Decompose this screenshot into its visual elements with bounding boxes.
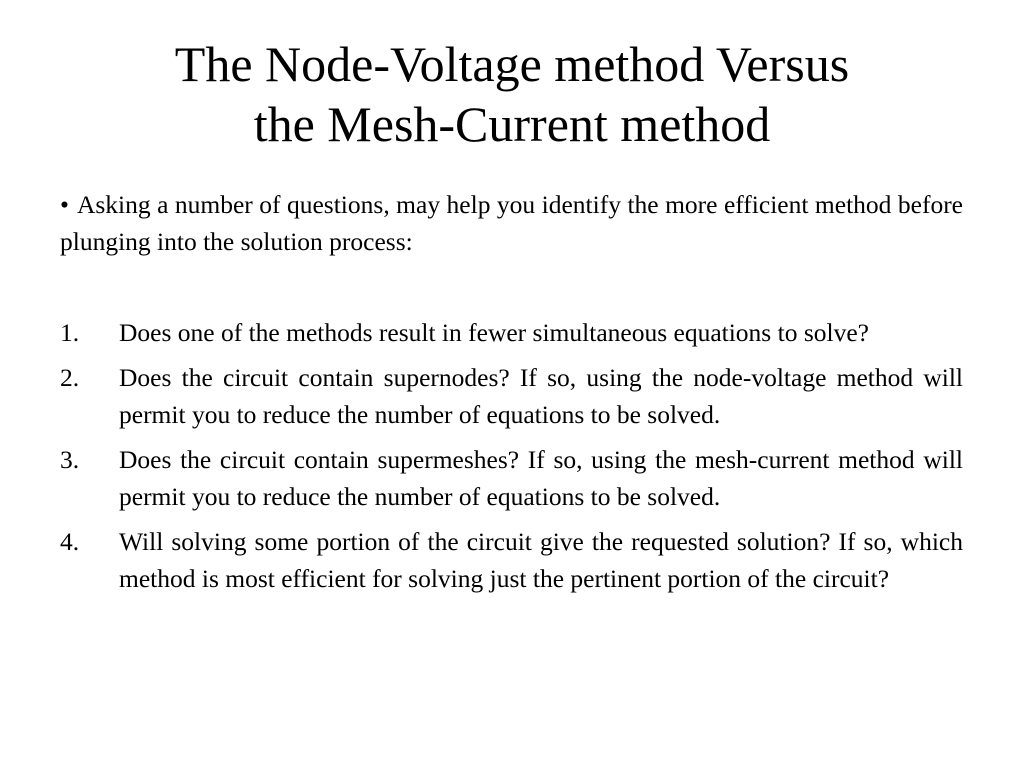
bullet-glyph: • bbox=[60, 190, 69, 219]
list-item bbox=[60, 359, 963, 433]
list-item-text: Will solving some portion of the circuit give the requested solution? If so, which method is most efficient for solving just the pertinent portion of the circuit? bbox=[119, 527, 963, 593]
list-item bbox=[60, 441, 963, 515]
intro-paragraph bbox=[60, 186, 963, 260]
list-item bbox=[60, 523, 963, 597]
title-line-1: The Node-Voltage method Versus bbox=[174, 36, 850, 92]
list-item-text: Does one of the methods result in fewer simultaneous equations to solve? bbox=[119, 318, 869, 347]
slide-title bbox=[0, 34, 1024, 154]
list-item-number: 2. bbox=[60, 363, 80, 392]
list-item-text: Does the circuit contain supermeshes? If so, using the mesh-current method will permit you to reduce the number of equations to be solved. bbox=[119, 445, 963, 511]
list-item-text: Does the circuit contain supernodes? If so, using the node-voltage method will permit you to reduce the number of equations to be solved. bbox=[119, 363, 963, 429]
list-item bbox=[60, 314, 963, 351]
question-list bbox=[60, 314, 963, 605]
list-item-number: 1. bbox=[60, 318, 80, 347]
intro-text: Asking a number of questions, may help you identify the more efficient method before plunging into the solution process: bbox=[60, 190, 963, 256]
list-item-number: 3. bbox=[60, 445, 80, 474]
title-line-2: the Mesh-Current method bbox=[253, 96, 771, 152]
list-item-number: 4. bbox=[60, 527, 80, 556]
